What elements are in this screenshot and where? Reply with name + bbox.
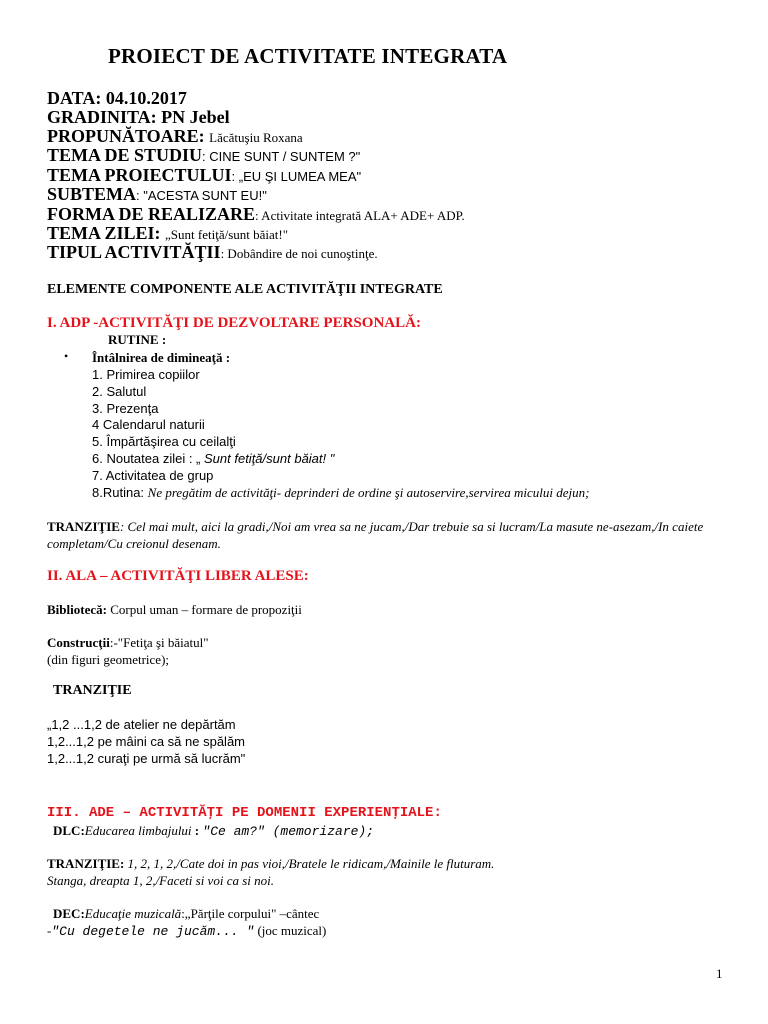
dec-rest: :„Părţile corpului" –cântec: [181, 906, 320, 921]
kindergarten-label: GRADINITA:: [47, 107, 157, 127]
list-item: 1,2...1,2 pe mâini ca să ne spălăm: [47, 734, 246, 749]
construction-label: Construcţii: [47, 635, 110, 650]
dlc-colon: :: [191, 823, 203, 838]
date-line: [47, 88, 187, 109]
list-item: 7. Activitatea de grup: [92, 467, 214, 483]
transition-paragraph-1: [47, 518, 747, 552]
form-label: FORMA DE REALIZARE: [47, 204, 256, 224]
page-title: PROIECT DE ACTIVITATE INTEGRATA: [108, 44, 508, 68]
activity-type-line: [47, 242, 378, 264]
ade-heading: III. ADE – ACTIVITĂŢI PE DOMENII EXPERIENŢIALE:: [47, 805, 442, 821]
day-theme-value: „Sunt fetiţă/sunt băiat!": [165, 227, 289, 242]
subtheme-value: : "ACESTA SUNT EU!": [136, 188, 267, 203]
components-heading: ELEMENTE COMPONENTE ALE ACTIVITĂŢII INTEGRATE: [47, 282, 443, 297]
study-theme-value: : CINE SUNT / SUNTEM ?": [202, 149, 361, 164]
proposer-value: Lăcătuşiu Roxana: [209, 130, 303, 145]
routine-list: [92, 367, 334, 485]
list-item: 3. Prezenţa: [92, 400, 159, 416]
dec-line2-rest: (joc muzical): [254, 923, 327, 938]
bullet-icon: •: [64, 349, 69, 363]
page-number: 1: [716, 966, 723, 981]
transition-label-2: TRANZIŢIE: [53, 683, 132, 698]
transition-label-3: TRANZIŢIE:: [47, 856, 125, 871]
study-theme-line: [47, 145, 360, 167]
form-value: : Activitate integrată ALA+ ADE+ ADP.: [255, 208, 465, 223]
morning-meeting-label: Întâlnirea de dimineaţă :: [92, 350, 231, 365]
dec-italic: Educaţie muzicală: [84, 906, 182, 921]
kindergarten-value: PN Jebel: [161, 107, 230, 127]
transition-text-3: 1, 2, 1, 2,/Cate doi in pas vioi,/Bratele le ridicam,/Mainile le fluturam.: [124, 856, 495, 871]
routines-label: RUTINE :: [108, 332, 167, 347]
transition-verses: [47, 716, 245, 767]
ala-heading: II. ALA – ACTIVITĂŢI LIBER ALESE:: [47, 568, 309, 584]
subtheme-line: [47, 184, 267, 206]
date-label: DATA:: [47, 88, 102, 108]
adp-heading: I. ADP -ACTIVITĂŢI DE DEZVOLTARE PERSONALĂ:: [47, 315, 421, 331]
construction-line: [47, 635, 209, 651]
activity-type-value: : Dobândire de noi cunoştinţe.: [220, 246, 378, 261]
routine-8-prefix: 8.Rutina:: [92, 485, 148, 500]
library-value: Corpul uman – formare de propoziţii: [106, 602, 302, 617]
routine-8-italic: Ne pregătim de activităţi- deprinderi de ordine şi autoservire,servirea micului dejun;: [147, 485, 590, 500]
library-line: [47, 602, 302, 618]
list-item: „1,2 ...1,2 de atelier ne depărtăm: [47, 717, 236, 732]
subtheme-label: SUBTEMA: [47, 184, 137, 204]
kindergarten-line: [47, 107, 230, 128]
study-theme-label: TEMA DE STUDIU: [47, 145, 203, 165]
news-italic: Sunt fetiţă/sunt băiat! ": [204, 450, 335, 466]
dlc-rest: "Ce am?" (memorizare);: [202, 824, 375, 839]
list-item: [92, 451, 334, 468]
dlc-italic: Educarea limbajului: [84, 823, 192, 838]
project-theme-label: TEMA PROIECTULUI: [47, 165, 232, 185]
dec-line-2: [47, 923, 326, 939]
dec-dash: -: [47, 923, 52, 938]
list-item: 1. Primirea copiilor: [92, 367, 200, 382]
proposer-label: PROPUNĂTOARE:: [47, 126, 205, 146]
activity-type-label: TIPUL ACTIVITĂŢII: [47, 242, 221, 262]
construction-value: :-"Fetiţa şi băiatul": [109, 635, 209, 650]
list-item: 2. Salutul: [92, 383, 147, 399]
list-item: 1,2...1,2 curaţi pe urmă să lucrăm": [47, 751, 246, 766]
project-theme-value: : „EU ŞI LUMEA MEA": [231, 169, 362, 184]
news-prefix: 6. Noutatea zilei : „: [92, 450, 204, 466]
transition-text: : Cel mai mult, aici la gradi,/Noi am vrea sa ne jucam,/Dar trebuie sa si lucram/La masute ne-asezam,/In caiete completam/Cu creionul desenam.: [47, 519, 704, 551]
dec-line2-italic: "Cu degetele ne jucăm... ": [51, 924, 255, 939]
construction-note: (din figuri geometrice);: [47, 652, 170, 667]
dlc-label: DLC:: [53, 823, 85, 838]
dec-line: [53, 906, 319, 922]
list-item: 4 Calendarul naturii: [92, 417, 205, 433]
library-label: Bibliotecă:: [47, 602, 107, 617]
list-item: 5. Împărtăşirea cu ceilalţi: [92, 434, 236, 450]
date-value: 04.10.2017: [105, 88, 187, 108]
transition-line-3: [47, 856, 494, 872]
routine-8: [92, 485, 589, 501]
dlc-line: [53, 823, 374, 839]
day-theme-label: TEMA ZILEI:: [47, 223, 161, 243]
transition-line-3b: Stanga, dreapta 1, 2,/Faceti si voi ca si noi.: [47, 873, 274, 888]
transition-label: TRANZIŢIE: [47, 519, 120, 534]
dec-label: DEC:: [53, 906, 85, 921]
